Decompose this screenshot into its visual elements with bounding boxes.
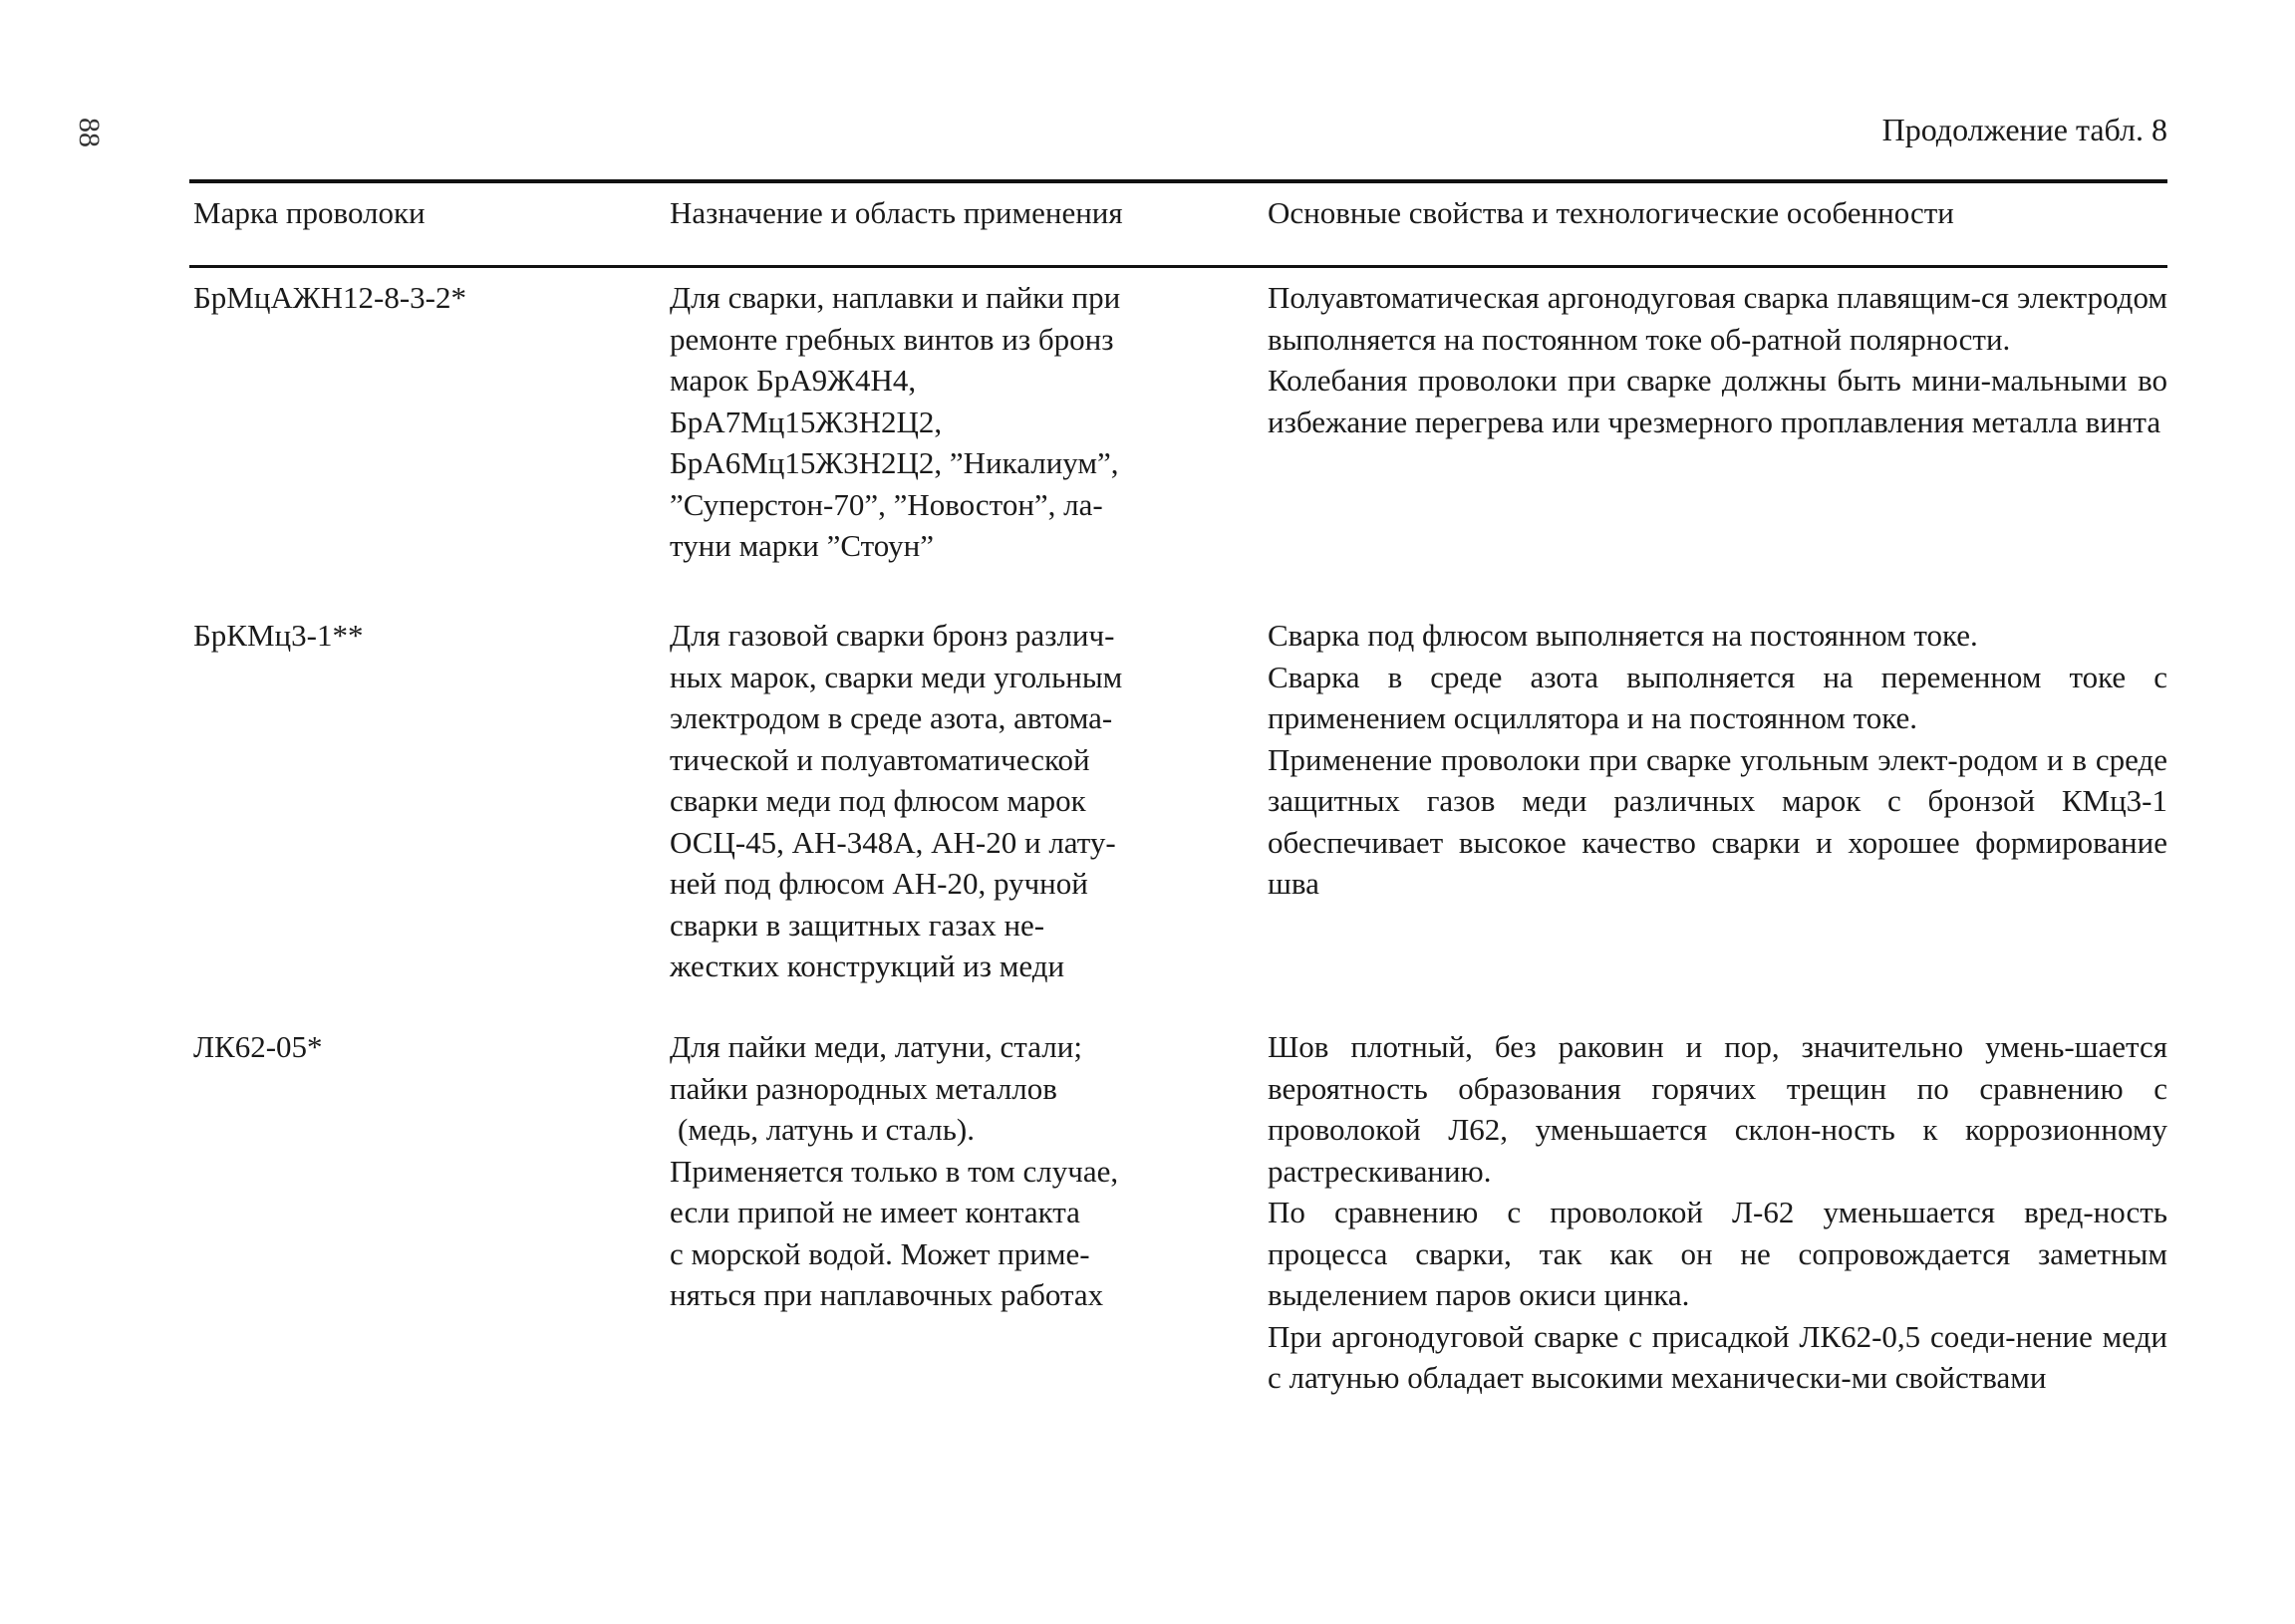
purpose-line: БрА6Мц15Ж3Н2Ц2, ”Никалиум”, — [670, 445, 1119, 480]
purpose-line: электродом в среде азота, автома- — [670, 700, 1113, 735]
purpose-line: няться при наплавочных работах — [670, 1277, 1104, 1312]
purpose-line: тической и полуавтоматической — [670, 741, 1090, 777]
purpose-line: марок БрА9Ж4Н4, — [670, 363, 917, 398]
row-purpose — [670, 615, 1228, 987]
properties-paragraph: Шов плотный, без раковин и пор, значительно умень-шается вероятность образования горячих трещин по сравнению с проволокой Л62, уменьшается склон-ность к коррозионному растрескиванию. — [1268, 1029, 2167, 1189]
row-properties — [1268, 1026, 2167, 1399]
purpose-line: сварки меди под флюсом марок — [670, 783, 1086, 818]
purpose-line: с морской водой. Может приме- — [670, 1235, 1090, 1271]
header-grade: Марка проволоки — [193, 195, 426, 230]
purpose-line: (медь, латунь и сталь). — [678, 1112, 975, 1147]
purpose-line: ремонте гребных винтов из бронз — [670, 321, 1114, 357]
row-purpose — [670, 277, 1228, 567]
properties-paragraph: При аргонодуговой сварке с присадкой ЛК62-0,5 соеди-нение меди с латунью обладает высокими механически-ми свойствами — [1268, 1318, 2167, 1395]
table-top-rule — [189, 179, 2167, 183]
row-grade: ЛК62-05* — [193, 1029, 323, 1064]
purpose-line: Применяется только в том случае, — [670, 1153, 1119, 1189]
purpose-line: туни марки ”Стоун” — [670, 528, 934, 563]
purpose-line: ОСЦ-45, АН-348А, АН-20 и лату- — [670, 824, 1116, 860]
purpose-line: Для сварки, наплавки и пайки при — [670, 280, 1121, 315]
page-number: 88 — [73, 118, 106, 147]
purpose-line: Для газовой сварки бронз различ- — [670, 618, 1115, 653]
purpose-line: БрА7Мц15Ж3Н2Ц2, — [670, 404, 943, 439]
header-properties: Основные свойства и технологические особенности — [1268, 195, 1954, 230]
header-purpose: Назначение и область применения — [670, 195, 1123, 230]
purpose-line: жестких конструкций из меди — [670, 948, 1065, 983]
row-properties — [1268, 615, 2167, 905]
properties-paragraph: Применение проволоки при сварке угольным элект-родом и в среде защитных газов меди различных марок с бронзой КМц3-1 обеспечивает высокое качество сварки и хорошее формирование шва — [1268, 741, 2167, 901]
purpose-line: ней под флюсом АН-20, ручной — [670, 866, 1088, 901]
row-properties — [1268, 277, 2167, 442]
purpose-line: если припой не имеет контакта — [670, 1195, 1080, 1229]
properties-paragraph: Сварка под флюсом выполняется на постоянном токе. — [1268, 618, 1978, 653]
properties-paragraph: По сравнению с проволокой Л-62 уменьшается вред-ность процесса сварки, так как он не сопровождается заметным выделением паров окиси цинка. — [1268, 1195, 2167, 1312]
row-purpose — [670, 1026, 1228, 1316]
row-grade: БрМцАЖН12-8-3-2* — [193, 280, 466, 315]
properties-paragraph: Полуавтоматическая аргонодуговая сварка плавящим-ся электродом выполняется на постоянном токе об-ратной полярности. — [1268, 280, 2167, 357]
purpose-line: Для пайки меди, латуни, стали; — [670, 1029, 1082, 1064]
purpose-line: ”Суперстон-70”, ”Новостон”, ла- — [670, 486, 1103, 522]
purpose-line: ных марок, сварки меди угольным — [670, 659, 1123, 694]
table-continuation-caption: Продолжение табл. 8 — [1881, 112, 2167, 147]
purpose-line: пайки разнородных металлов — [670, 1070, 1057, 1106]
row-grade: БрКМц3-1** — [193, 618, 364, 653]
purpose-line: сварки в защитных газах не- — [670, 907, 1045, 943]
properties-paragraph: Колебания проволоки при сварке должны быть мини-мальными во избежание перегрева или чрезмерного проплавления металла винта — [1268, 363, 2167, 439]
properties-paragraph: Сварка в среде азота выполняется на переменном токе с применением осциллятора и на постоянном токе. — [1268, 659, 2167, 735]
table-header-rule — [189, 265, 2167, 268]
